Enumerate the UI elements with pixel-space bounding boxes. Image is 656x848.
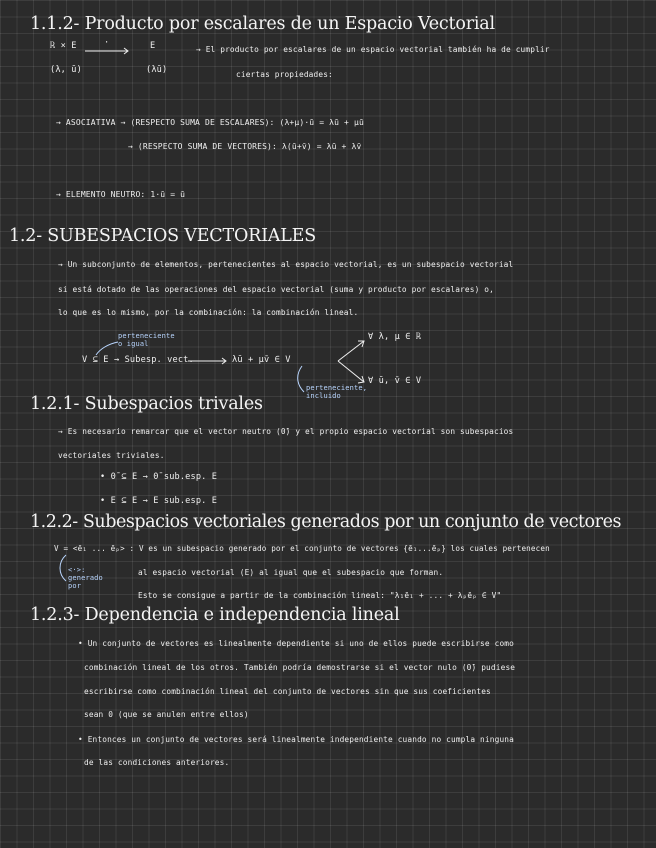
section-title-1-2: 1.2- SUBESPACIOS VECTORIALES xyxy=(9,226,317,246)
dependence-line1: • Un conjunto de vectores es linealmente dependiente si uno de ellos puede escribirse como xyxy=(78,639,514,648)
trivial-subspaces-line1: → Es necesario remarcar que el vector neutro (0̄) y el propio espacio vectorial son subespacios xyxy=(58,427,514,436)
map-output: (λū) xyxy=(146,65,168,75)
map-codomain: E xyxy=(150,41,156,51)
neutral-element: → ELEMENTO NEUTRO: 1·ū = ū xyxy=(56,190,186,199)
note-arrow-top xyxy=(96,342,118,355)
dependence-line4: sean 0 (que se anulen entre ellos) xyxy=(84,710,249,719)
subspace-definition-line1: → Un subconjunto de elementos, pertenecientes al espacio vectorial, es un subespacio vectorial xyxy=(58,260,514,269)
dependence-line2: combinación lineal de los otros. También podría demostrarse si el vector nulo (0̄) pudiese xyxy=(84,663,516,672)
branch-up-arrow xyxy=(338,341,364,361)
note-membership-meaning: perteneciente, incluido xyxy=(306,384,368,400)
subspace-definition-line2: si está dotado de las operaciones del espacio vectorial (suma y producto por escalares) o, xyxy=(58,285,494,294)
product-description-line2: ciertas propiedades: xyxy=(236,70,333,79)
independence-line1: • Entonces un conjunto de vectores será linealmente independiente cuando no cumpla ninguna xyxy=(78,735,514,744)
map-domain: ℝ × E xyxy=(50,41,77,51)
section-title-1-2-1: 1.2.1- Subespacios trivales xyxy=(30,394,263,414)
trivial-zero-subspace: • 0̄ ⊆ E → 0̄ sub.esp. E xyxy=(100,472,218,482)
section-title-1-2-2: 1.2.2- Subespacios vectoriales generados por un conjunto de vectores xyxy=(30,512,622,532)
generated-subspace-line2: al espacio vectorial (E) al igual que el subespacio que forman. xyxy=(138,568,444,577)
subspace-condition-scalars: ∀ λ, μ ∈ ℝ xyxy=(368,332,422,342)
map-operator: · xyxy=(104,38,110,48)
dependence-line3: escribirse como combinación lineal del conjunto de vectores sin que sus coeficientes xyxy=(84,687,491,696)
associative-scalars: → ASOCIATIVA → (RESPECTO SUMA DE ESCALARES): (λ+μ)·ū = λū + μū xyxy=(56,118,364,127)
section-title-1-1-2: 1.1.2- Producto por escalares de un Espacio Vectorial xyxy=(30,14,495,34)
subspace-condition-vectors: ∀ ū, v̄ ∈ V xyxy=(368,376,422,386)
independence-line2: de las condiciones anteriores. xyxy=(84,758,230,767)
note-generated-by: <·>: generado por xyxy=(68,566,103,590)
note-arrow-generated xyxy=(60,555,66,581)
generated-subspace-line1: V = <ē₁ ... ēₚ> : V es un subespacio generado por el conjunto de vectores {ē₁...ēₚ} los cuales pertenecen xyxy=(54,544,550,553)
subspace-condition-left: V ⊆ E → Subesp. vect. xyxy=(82,355,194,365)
subspace-definition-line3: lo que es lo mismo, por la combinación: la combinación lineal. xyxy=(58,308,359,317)
section-title-1-2-3: 1.2.3- Dependencia e independencia lineal xyxy=(30,605,400,625)
note-subset-meaning: perteneciente o igual xyxy=(118,332,175,348)
subspace-condition-middle: λū + μv̄ ∈ V xyxy=(232,355,291,365)
trivial-whole-space: • E ⊆ E → E sub.esp. E xyxy=(100,496,218,506)
generated-subspace-line3: Esto se consigue a partir de la combinación lineal: "λ₁ē₁ + ... + λₚēₚ ∈ V" xyxy=(138,591,502,600)
branch-down-arrow xyxy=(338,361,364,382)
note-arrow-bottom xyxy=(298,366,304,392)
map-input-pair: (λ, ū) xyxy=(50,65,82,75)
product-description-line1: → El producto por escalares de un espacio vectorial también ha de cumplir xyxy=(196,45,550,54)
trivial-subspaces-line2: vectoriales triviales. xyxy=(58,451,165,460)
associative-vectors: → (RESPECTO SUMA DE VECTORES): λ(ū+v̄) = λū + λv̄ xyxy=(128,142,362,151)
